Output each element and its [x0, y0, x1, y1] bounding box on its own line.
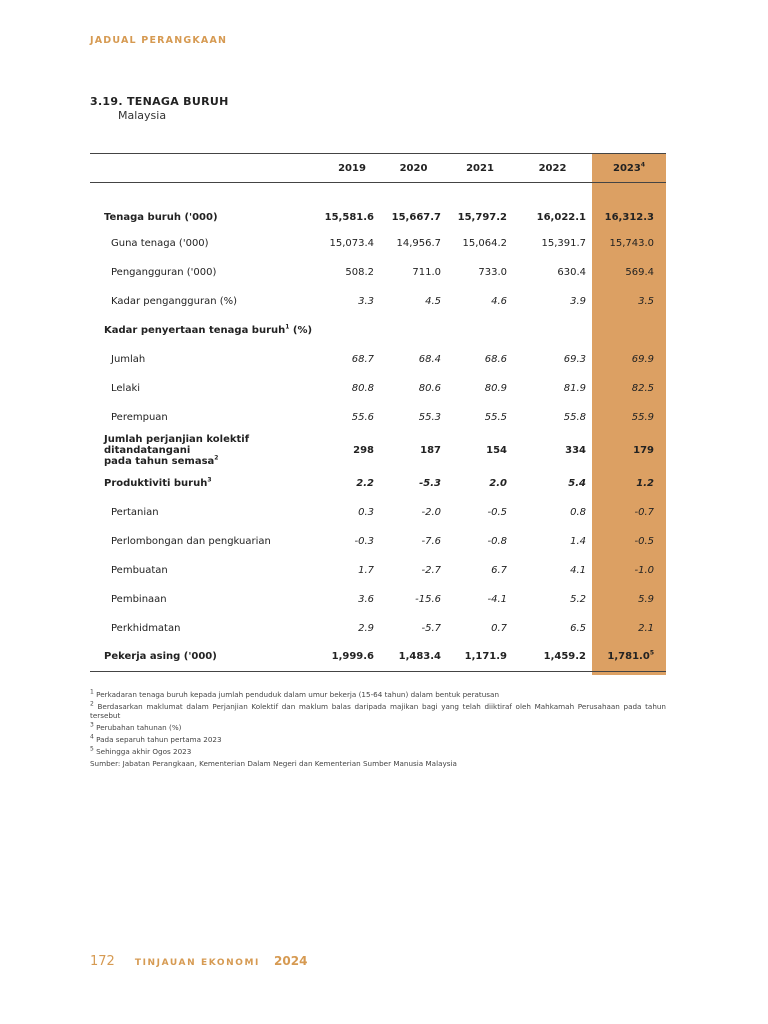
- source-note: Sumber: Jabatan Perangkaan, Kementerian Dalam Negeri dan Kementerian Sumber Manusia Malaysia: [90, 759, 457, 768]
- cell-value: 3.3: [358, 295, 374, 307]
- cell-value: 16,022.1: [536, 211, 586, 223]
- cell-value: 55.5: [484, 411, 507, 423]
- cell-value: 2.1: [638, 622, 654, 634]
- cell-value: 81.9: [563, 382, 586, 394]
- row-label: Jumlah perjanjian kolektif ditandatangani pada tahun semasa$^2$: [104, 433, 250, 467]
- cell-value: 68.7: [351, 353, 374, 365]
- cell-value: 69.3: [563, 353, 586, 365]
- table-row: [90, 206, 666, 229]
- cell-value: -15.6: [415, 593, 441, 605]
- column-footnote-marker: 4: [640, 161, 646, 169]
- publication-name: TINJAUAN EKONOMI: [134, 958, 261, 968]
- cell-value: -2.7: [421, 564, 441, 576]
- cell-value: 569.4: [625, 266, 654, 278]
- cell-value: 187: [420, 444, 441, 456]
- cell-value: 55.8: [563, 411, 586, 423]
- cell-value: 298: [353, 444, 374, 456]
- cell-value: 2.0: [489, 477, 507, 489]
- cell-value: -0.5: [634, 535, 654, 547]
- table-row: [90, 287, 666, 316]
- cell-value: 1.2: [636, 477, 654, 489]
- cell-value: 80.8: [351, 382, 374, 394]
- cell-value: 15,581.6: [324, 211, 374, 223]
- cell-value: 334: [565, 444, 586, 456]
- publication-year: 2024: [274, 954, 308, 968]
- footnote-marker: 2: [214, 454, 219, 462]
- cell-value: 3.5: [638, 295, 654, 307]
- cell-value: 508.2: [345, 266, 374, 278]
- cell-value: 1,999.6: [324, 643, 380, 672]
- table-row: [90, 258, 666, 287]
- cell-value: 2.2: [356, 477, 374, 489]
- footnotes: [90, 690, 666, 771]
- row-label: Perempuan: [111, 411, 168, 423]
- table-row: [90, 403, 666, 432]
- table-row: [90, 614, 666, 643]
- table-row: [90, 345, 666, 374]
- page-footer: [90, 954, 307, 969]
- footnote-marker: 1: [285, 323, 290, 331]
- table-row: [90, 498, 666, 527]
- cell-value: -0.8: [487, 535, 507, 547]
- cell-value: 5.9: [638, 593, 654, 605]
- table-row: [90, 527, 666, 556]
- table-row: [90, 229, 666, 258]
- footnote-marker: 5: [649, 649, 654, 657]
- cell-value: 55.3: [418, 411, 441, 423]
- section-heading-row: [90, 316, 666, 345]
- table-row: [90, 585, 666, 614]
- table-title: 3.19. TENAGA BURUH: [90, 95, 229, 108]
- cell-value: -0.7: [634, 506, 654, 518]
- footnote: $^1$ Perkadaran tenaga buruh kepada jumlah penduduk dalam umur bekerja (15-64 tahun) dalam bentuk peratusan: [90, 688, 500, 699]
- cell-value: 68.6: [484, 353, 507, 365]
- cell-value: 3.9: [570, 295, 586, 307]
- row-label: Pembinaan: [111, 593, 167, 605]
- footnote: $^2$ Berdasarkan maklumat dalam Perjanjian Kolektif dan maklum balas daripada majikan bagi yang telah diiktiraf oleh Mahkamah Perusahaan pada tahun tersebut: [90, 700, 666, 720]
- cell-value: -1.0: [634, 564, 654, 576]
- cell-value: 80.9: [484, 382, 507, 394]
- cell-value: 69.9: [631, 353, 654, 365]
- cell-value: 82.5: [631, 382, 654, 394]
- row-label: Tenaga buruh ('000): [104, 211, 218, 223]
- column-header-2023: 2023$^4$: [592, 154, 666, 183]
- footnote: $^5$ Sehingga akhir Ogos 2023: [90, 745, 192, 756]
- table-header-row: [90, 154, 666, 183]
- page-number: 172: [90, 954, 115, 969]
- footnote: $^3$ Perubahan tahunan (%): [90, 721, 182, 732]
- cell-value: 68.4: [418, 353, 441, 365]
- row-label: Kadar pengangguran (%): [111, 295, 238, 307]
- column-header-2022: 2022: [513, 154, 592, 183]
- cell-value: 6.5: [570, 622, 586, 634]
- cell-value: 15,667.7: [391, 211, 441, 223]
- row-label: Jumlah: [111, 353, 146, 365]
- cell-value: 5.2: [570, 593, 586, 605]
- cell-value: 14,956.7: [396, 237, 441, 249]
- cell-value: 16,312.3: [604, 211, 654, 223]
- cell-value: 15,073.4: [329, 237, 374, 249]
- cell-value: 15,064.2: [462, 237, 507, 249]
- cell-value: 630.4: [557, 266, 586, 278]
- cell-value: -7.6: [421, 535, 441, 547]
- cell-value: -5.3: [419, 477, 441, 489]
- cell-value: 1,171.9: [447, 643, 513, 672]
- table-row: [90, 469, 666, 498]
- table-row: [90, 374, 666, 403]
- row-label: Pertanian: [111, 506, 159, 518]
- row-label: Perkhidmatan: [111, 622, 181, 634]
- cell-value: 4.5: [425, 295, 441, 307]
- row-label: Perlombongan dan pengkuarian: [111, 535, 271, 547]
- footnote: $^4$ Pada separuh tahun pertama 2023: [90, 733, 222, 744]
- cell-value: 711.0: [412, 266, 441, 278]
- cell-value: 1,459.2: [513, 643, 592, 672]
- column-header-2021: 2021: [447, 154, 513, 183]
- table-row: [90, 643, 666, 672]
- row-label: Pekerja asing ('000): [90, 643, 324, 672]
- cell-value: -0.5: [487, 506, 507, 518]
- cell-value: 1,483.4: [380, 643, 447, 672]
- cell-value: 4.1: [570, 564, 586, 576]
- cell-value: 55.6: [351, 411, 374, 423]
- cell-value: 4.6: [491, 295, 507, 307]
- table-row: [90, 432, 666, 469]
- cell-value: 1,781.0$^5$: [592, 643, 666, 672]
- cell-value: -5.7: [421, 622, 441, 634]
- cell-value: 733.0: [478, 266, 507, 278]
- cell-value: 3.6: [358, 593, 374, 605]
- table-subtitle: Malaysia: [118, 109, 167, 122]
- spacer-row: [90, 183, 666, 206]
- table-row: [90, 556, 666, 585]
- row-label: Pengangguran ('000): [111, 266, 217, 278]
- cell-value: 15,797.2: [457, 211, 507, 223]
- cell-value: 55.9: [631, 411, 654, 423]
- cell-value: 5.4: [568, 477, 586, 489]
- section-header: JADUAL PERANGKAAN: [90, 35, 228, 46]
- cell-value: -4.1: [487, 593, 507, 605]
- row-label: Lelaki: [111, 382, 141, 394]
- cell-value: 0.8: [570, 506, 586, 518]
- cell-value: 1.4: [570, 535, 586, 547]
- cell-value: 15,391.7: [541, 237, 586, 249]
- cell-value: 6.7: [491, 564, 507, 576]
- cell-value: -2.0: [421, 506, 441, 518]
- row-label: Produktiviti buruh$^3$: [104, 476, 212, 489]
- cell-value: 179: [633, 444, 654, 456]
- cell-value: 154: [486, 444, 507, 456]
- header-label-cell: [90, 154, 324, 183]
- cell-value: 0.7: [491, 622, 507, 634]
- column-header-2020: 2020: [380, 154, 447, 183]
- cell-value: 80.6: [418, 382, 441, 394]
- footnote-marker: 3: [207, 476, 212, 484]
- row-label: Kadar penyertaan tenaga buruh$^1$ (%): [104, 323, 313, 336]
- labour-force-table: [90, 153, 666, 672]
- column-header-2019: 2019: [324, 154, 380, 183]
- cell-value: 15,743.0: [609, 237, 654, 249]
- row-label: Guna tenaga ('000): [111, 237, 209, 249]
- cell-value: 1.7: [358, 564, 374, 576]
- cell-value: 0.3: [358, 506, 374, 518]
- cell-value: 2.9: [358, 622, 374, 634]
- row-label: Pembuatan: [111, 564, 168, 576]
- labour-table-container: [90, 153, 666, 672]
- cell-value: -0.3: [354, 535, 374, 547]
